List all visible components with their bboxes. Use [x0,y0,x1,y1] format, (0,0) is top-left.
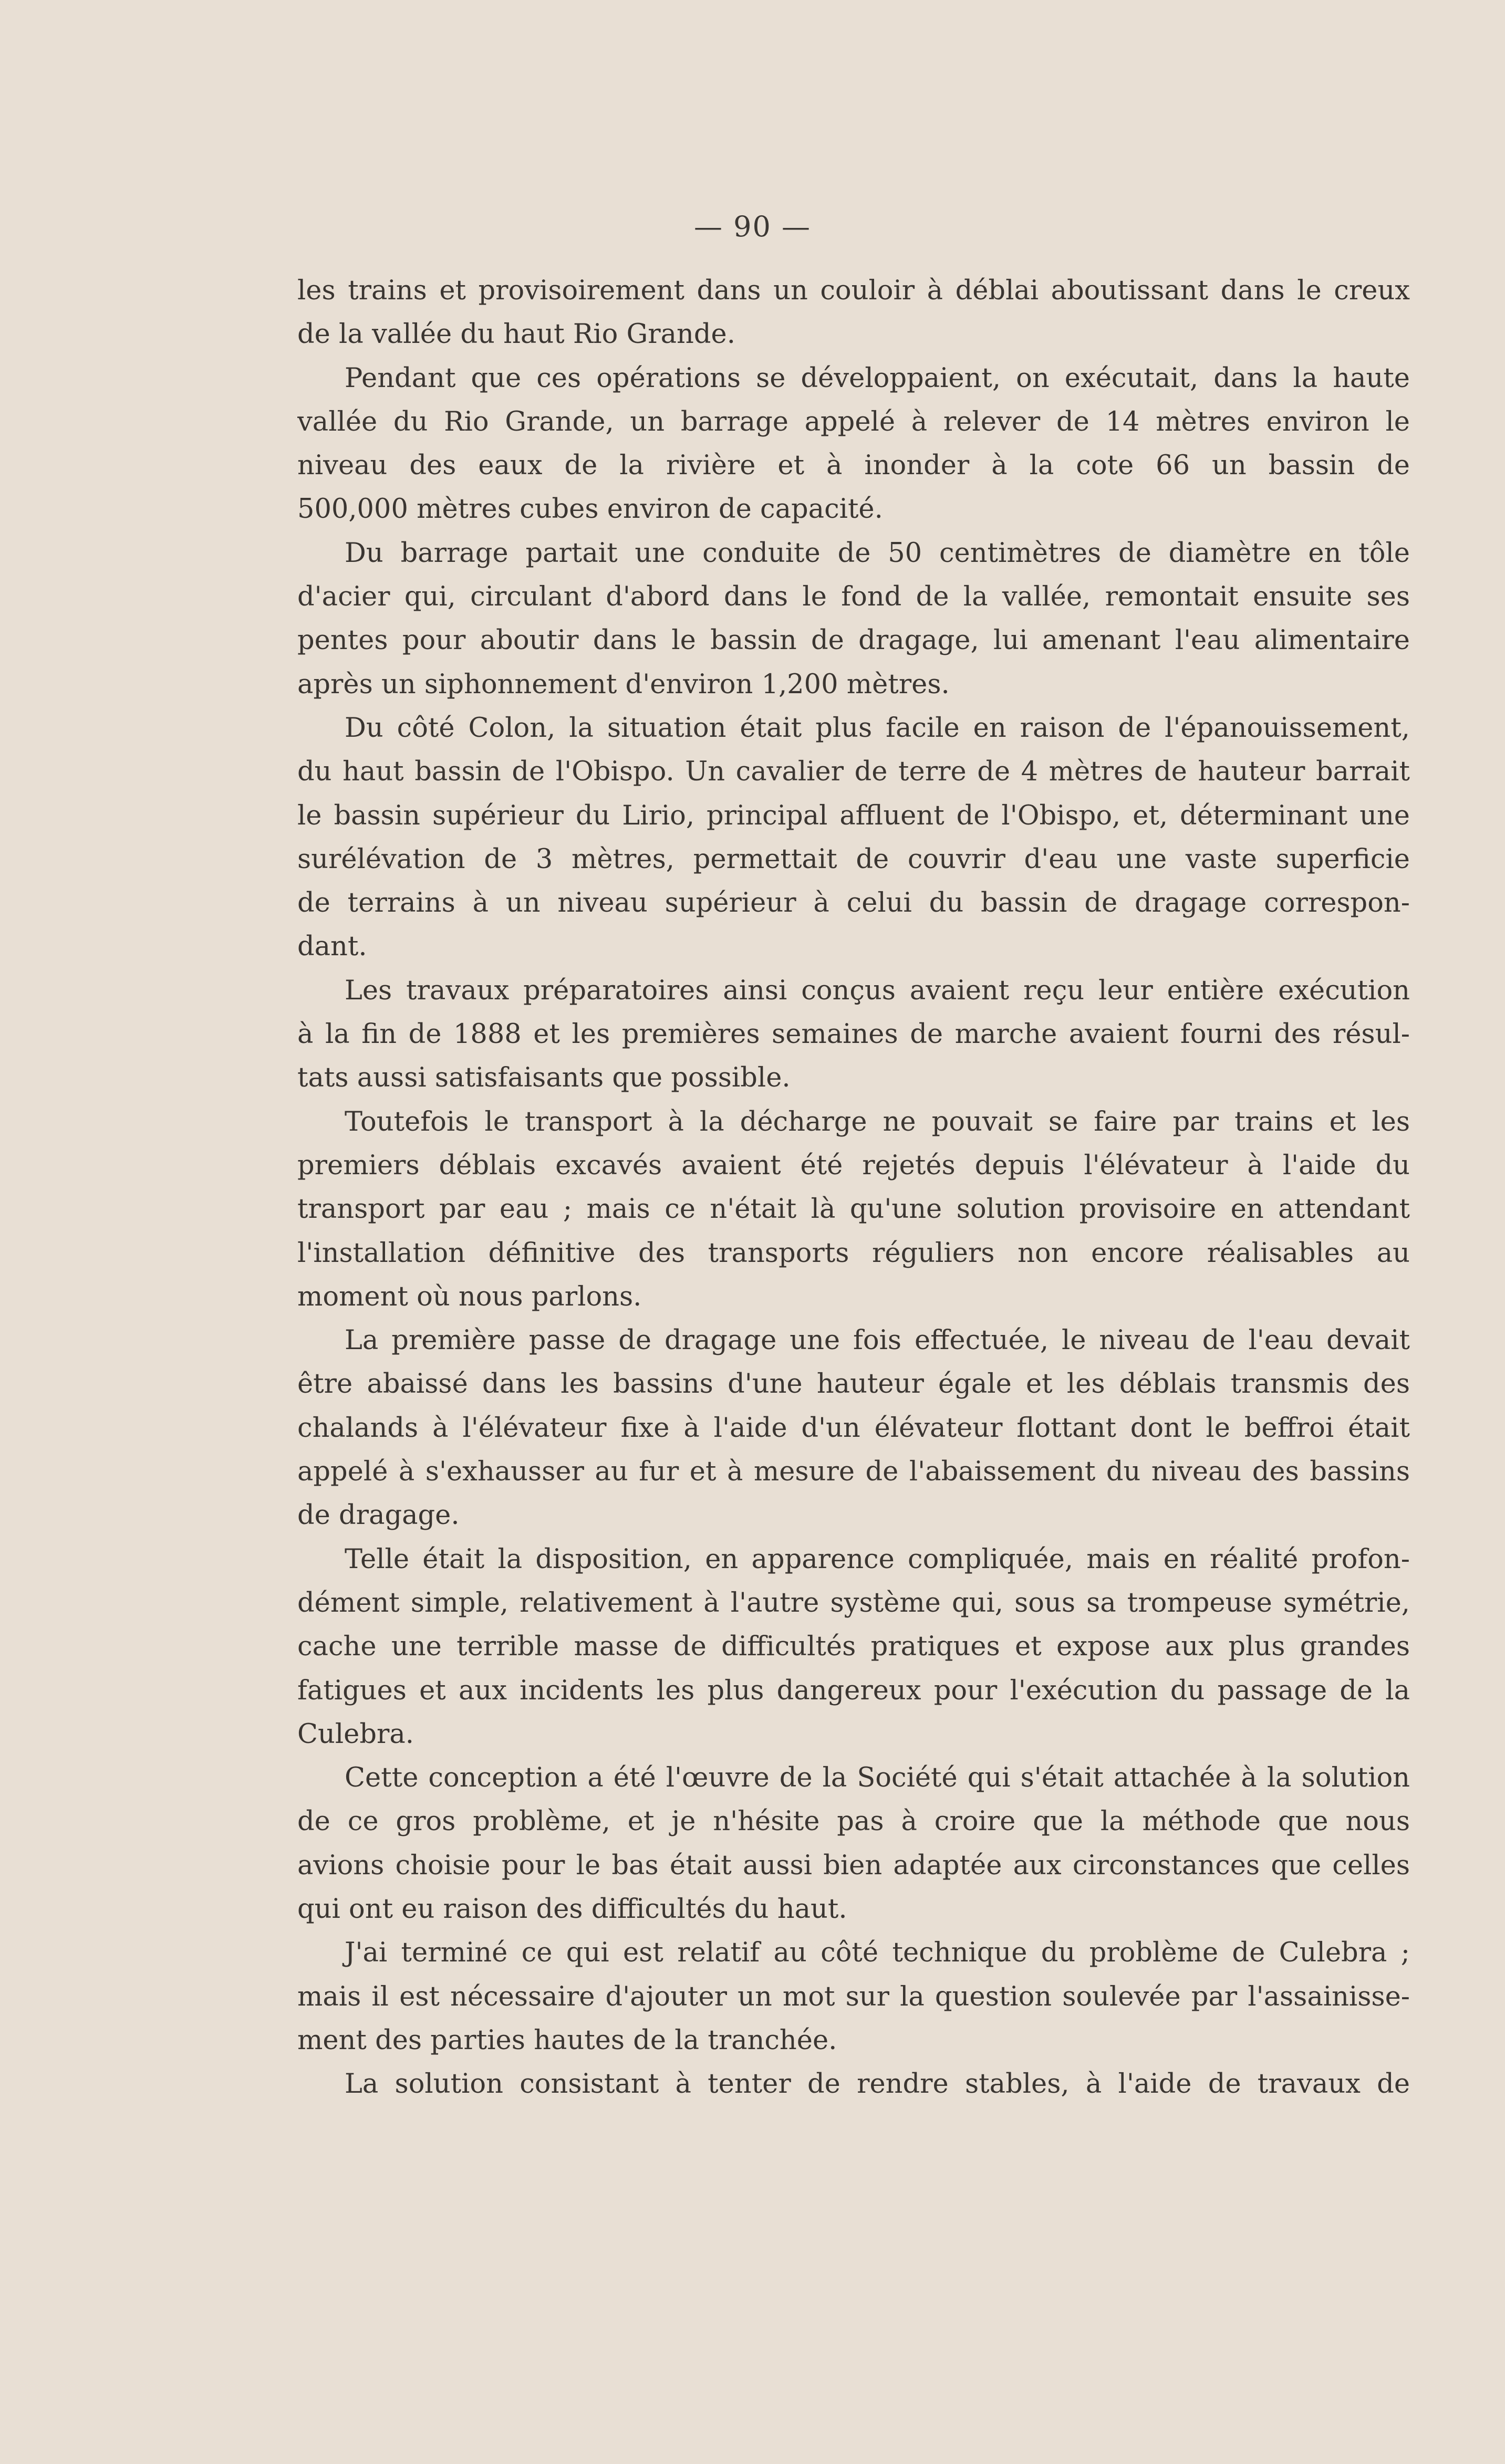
text-line: ment des parties hautes de la tranchée. [297,2024,837,2056]
text-line: de dragage. [297,1500,460,1531]
paragraph [297,531,1410,706]
text-line: de terrains à un niveau supérieur à celui du bassin de dragage correspon- [297,888,1410,919]
text-line: J'ai terminé ce qui est relatif au côté technique du problème de Culebra ; [345,1937,1410,1969]
text-line: pentes pour aboutir dans le bassin de dragage, lui amenant l'eau alimentaire [297,625,1410,656]
text-line: de la vallée du haut Rio Grande. [297,319,735,350]
paragraph [297,1756,1410,1931]
paragraph [297,1319,1410,1537]
text-line: après un siphonnement d'environ 1,200 mètres. [297,669,950,700]
text-line: 500,000 mètres cubes environ de capacité. [297,494,883,525]
paragraph [297,1931,1410,2062]
text-line: qui ont eu raison des difficultés du haut. [297,1893,847,1925]
text-line: dant. [297,931,367,963]
paragraph [297,269,1410,357]
text-line: fatigues et aux incidents les plus dangereux pour l'exécution du passage de la [297,1675,1410,1706]
paragraph [297,2062,1410,2106]
text-line: La première passe de dragage une fois effectuée, le niveau de l'eau devait [345,1325,1410,1356]
text-line: les trains et provisoirement dans un couloir à déblai aboutissant dans le creux [297,275,1410,306]
paragraph [297,1100,1410,1319]
text-line: Pendant que ces opérations se développaient, on exécutait, dans la haute [345,362,1410,394]
text-line: l'installation définitive des transports réguliers non encore réalisables au [297,1237,1410,1269]
text-line: dément simple, relativement à l'autre système qui, sous sa trompeuse symétrie, [297,1587,1410,1619]
text-line: Culebra. [297,1718,414,1750]
text-line: à la fin de 1888 et les premières semaines de marche avaient fourni des résul- [297,1019,1410,1050]
text-line: Du barrage partait une conduite de 50 centimètres de diamètre en tôle [345,537,1410,569]
text-line: le bassin supérieur du Lirio, principal affluent de l'Obispo, et, déterminant une [297,800,1410,831]
page-number: — 90 — [693,210,812,243]
text-line: mais il est nécessaire d'ajouter un mot sur la question soulevée par l'assainisse- [297,1981,1410,2012]
body-text [297,269,1410,2106]
text-line: du haut bassin de l'Obispo. Un cavalier de terre de 4 mètres de hauteur barrait [297,756,1410,788]
text-line: chalands à l'élévateur fixe à l'aide d'un élévateur flottant dont le beffroi était [297,1412,1410,1444]
text-line: tats aussi satisfaisants que possible. [297,1062,791,1094]
paragraph [297,969,1410,1100]
paragraph [297,706,1410,969]
paragraph [297,1538,1410,1756]
text-line: La solution consistant à tenter de rendre stables, à l'aide de travaux de [345,2069,1410,2100]
paragraph [297,357,1410,531]
text-line: moment où nous parlons. [297,1281,642,1312]
text-line: de ce gros problème, et je n'hésite pas à croire que la méthode que nous [297,1806,1410,1837]
text-line: appelé à s'exhausser au fur et à mesure de l'abaissement du niveau des bassins [297,1456,1410,1488]
text-line: Telle était la disposition, en apparence compliquée, mais en réalité profon- [345,1543,1410,1575]
text-line: niveau des eaux de la rivière et à inonder à la cote 66 un bassin de [297,450,1410,482]
text-line: premiers déblais excavés avaient été rejetés depuis l'élévateur à l'aide du [297,1150,1410,1181]
text-line: avions choisie pour le bas était aussi bien adaptée aux circonstances que celles [297,1850,1410,1881]
text-line: d'acier qui, circulant d'abord dans le fond de la vallée, remontait ensuite ses [297,581,1410,613]
text-line: Toutefois le transport à la décharge ne pouvait se faire par trains et les [345,1106,1410,1137]
text-line: Cette conception a été l'œuvre de la Société qui s'était attachée à la solution [345,1762,1410,1794]
text-line: transport par eau ; mais ce n'était là qu'une solution provisoire en attendant [297,1194,1410,1225]
text-line: cache une terrible masse de difficultés pratiques et expose aux plus grandes [297,1631,1410,1663]
text-line: Les travaux préparatoires ainsi conçus avaient reçu leur entière exécution [345,975,1410,1006]
text-line: vallée du Rio Grande, un barrage appelé à relever de 14 mètres environ le [297,406,1410,437]
text-line: surélévation de 3 mètres, permettait de couvrir d'eau une vaste superficie [297,843,1410,875]
text-line: être abaissé dans les bassins d'une hauteur égale et les déblais transmis des [297,1369,1410,1400]
text-line: Du côté Colon, la situation était plus facile en raison de l'épanouissement, [345,712,1410,744]
